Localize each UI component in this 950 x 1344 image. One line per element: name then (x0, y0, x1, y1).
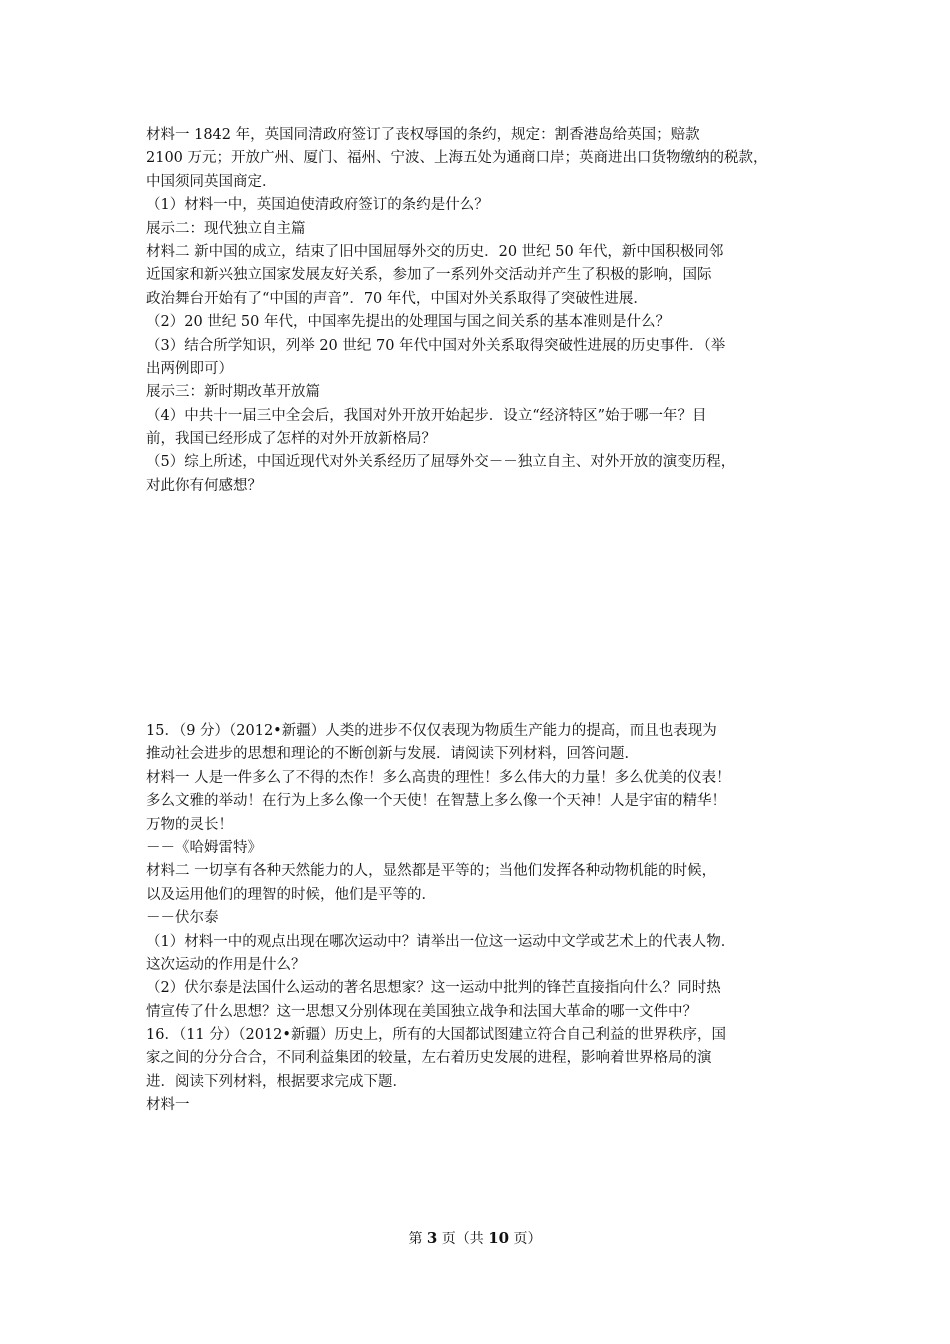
text-line: 对此你有何感想？ (146, 477, 262, 494)
page-footer (0, 1228, 950, 1249)
section-heading: 展示三：新时期改革开放篇 (146, 384, 320, 401)
text-line: 前，我国已经形成了怎样的对外开放新格局？ (146, 431, 436, 448)
text-line: 万物的灵长！ (146, 816, 233, 833)
history-questions-section-top (146, 124, 826, 498)
text-line: 2100 万元；开放广州、厦门、福州、宁波、上海五处为通商口岸；英商进出口货物缴纳的税款， (146, 150, 768, 167)
question-2-line: （2）20 世纪 50 年代，中国率先提出的处理国与国之间关系的基本准则是什么？ (146, 314, 670, 331)
text-line: 材料一 (146, 1097, 190, 1114)
text-line: 材料一 1842 年，英国同清政府签订了丧权辱国的条约，规定：割香港岛给英国；赔款 (146, 127, 700, 143)
text-line: 这次运动的作用是什么？ (146, 956, 306, 973)
total-page-count: 10 (488, 1229, 510, 1247)
footer-prefix: 第 (408, 1231, 427, 1247)
text-line: 推动社会进步的思想和理论的不断创新与发展．请阅读下列材料，回答问题． (146, 746, 639, 763)
text-line: 材料一 人是一件多么了不得的杰作！多么高贵的理性！多么伟大的力量！多么优美的仪表！ (146, 769, 731, 786)
text-line: 家之间的分分合合，不同利益集团的较量，左右着历史发展的进程，影响着世界格局的演 (146, 1050, 712, 1067)
text-line: 以及运用他们的理智的时候，他们是平等的． (146, 886, 436, 903)
current-page-number: 3 (426, 1229, 438, 1247)
question-15-2-line: （2）伏尔泰是法国什么运动的著名思想家？这一运动中批判的锋芒直接指向什么？同时热 (146, 980, 721, 997)
footer-middle: 页（共 (437, 1231, 489, 1247)
question-4-line: （4）中共十一届三中全会后，我国对外开放开始起步．设立“经济特区”始于哪一年？目 (146, 407, 707, 424)
history-questions-section-bottom (146, 720, 826, 1118)
text-line: 材料二 新中国的成立，结束了旧中国屈辱外交的历史．20 世纪 50 年代，新中国积极同邻 (146, 243, 724, 260)
footer-suffix: 页） (509, 1231, 542, 1247)
section-heading: 展示二：现代独立自主篇 (146, 220, 306, 237)
question-3-line: （3）结合所学知识，列举 20 世纪 70 年代中国对外关系取得突破性进展的历史事件．（举 (146, 337, 726, 354)
text-line: 出两例即可） (146, 360, 233, 377)
text-line: 中国须同英国商定． (146, 173, 277, 190)
question-1-line: （1）材料一中，英国迫使清政府签订的条约是什么？ (146, 197, 489, 214)
source-attribution: －－伏尔泰 (146, 910, 219, 927)
question-16-line: 16．（11 分）（2012•新疆）历史上，所有的大国都试图建立符合自己利益的世界秩序，国 (146, 1027, 726, 1044)
question-15-line: 15．（9 分）（2012•新疆）人类的进步不仅仅表现为物质生产能力的提高，而且也表现为 (146, 723, 717, 739)
question-5-line: （5）综上所述，中国近现代对外关系经历了屈辱外交－－独立自主、对外开放的演变历程， (146, 454, 736, 471)
source-attribution: －－《哈姆雷特》 (146, 839, 262, 856)
text-line: 情宣传了什么思想？这一思想又分别体现在美国独立战争和法国大革命的哪一文件中？ (146, 1003, 697, 1020)
text-line: 近国家和新兴独立国家发展友好关系，参加了一系列外交活动并产生了积极的影响，国际 (146, 267, 712, 284)
text-line: 进．阅读下列材料，根据要求完成下题． (146, 1073, 407, 1090)
text-line: 材料二 一切享有各种天然能力的人，显然都是平等的；当他们发挥各种动物机能的时候， (146, 863, 717, 880)
text-line: 多么文雅的举动！在行为上多么像一个天使！在智慧上多么像一个天神！人是宇宙的精华！ (146, 793, 726, 810)
text-line: 政治舞台开始有了“中国的声音”．70 年代，中国对外关系取得了突破性进展． (146, 290, 648, 307)
question-15-1-line: （1）材料一中的观点出现在哪次运动中？请举出一位这一运动中文学或艺术上的代表人物． (146, 933, 736, 950)
